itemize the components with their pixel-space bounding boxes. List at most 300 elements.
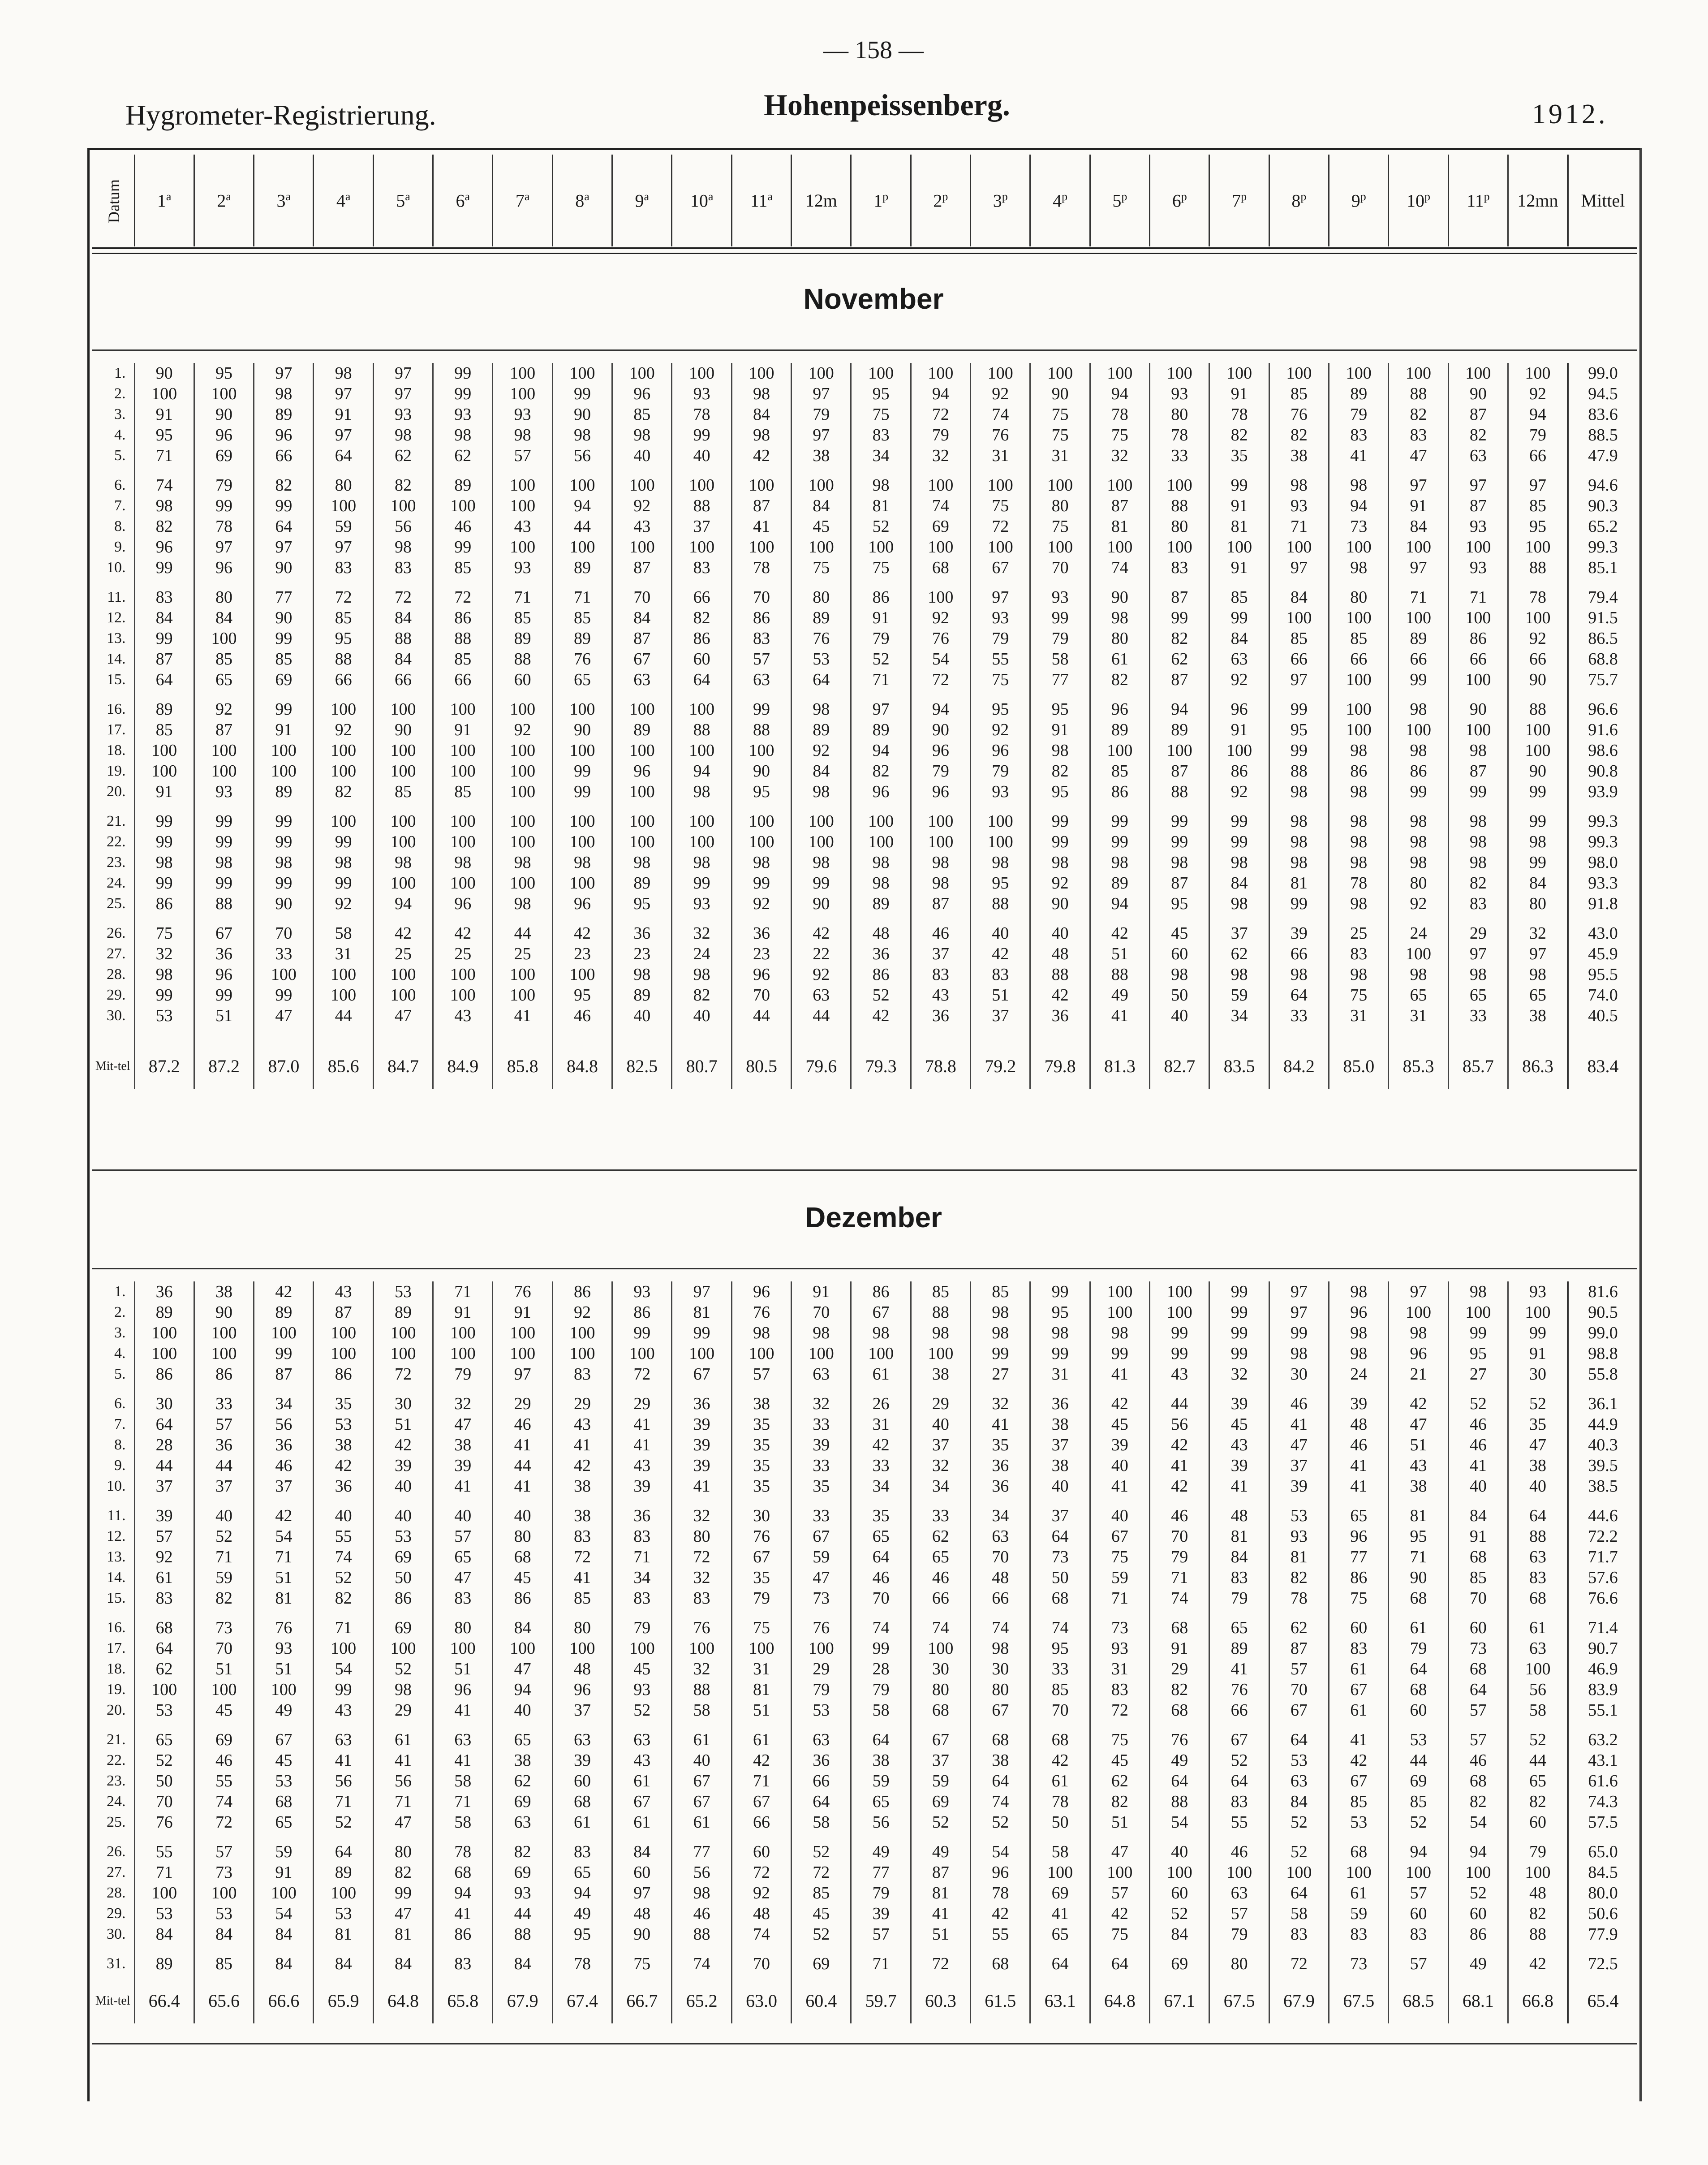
humidity-value: 100 xyxy=(552,699,612,720)
humidity-value: 62 xyxy=(1269,1617,1329,1638)
humidity-value: 65 xyxy=(1508,1771,1568,1791)
humidity-value: 68 xyxy=(1448,1659,1508,1679)
humidity-value: 44 xyxy=(1508,1750,1568,1771)
humidity-value: 51 xyxy=(1090,944,1149,964)
humidity-value: 99 xyxy=(731,873,791,893)
humidity-value: 82 xyxy=(1508,1791,1568,1812)
humidity-value: 98 xyxy=(1030,1323,1090,1343)
humidity-value: 47 xyxy=(1389,1414,1448,1435)
spacer-cell xyxy=(314,1609,373,1617)
humidity-value: 62 xyxy=(373,445,433,466)
humidity-value: 40 xyxy=(612,1005,672,1026)
humidity-value: 100 xyxy=(1508,740,1568,761)
daily-mean: 55.1 xyxy=(1568,1700,1637,1721)
humidity-value: 76 xyxy=(911,628,970,649)
humidity-value: 98 xyxy=(1329,893,1389,914)
humidity-value: 36 xyxy=(612,923,672,944)
spacer-cell xyxy=(1448,466,1508,475)
hour-header xyxy=(612,155,672,246)
humidity-value: 38 xyxy=(1508,1005,1568,1026)
spacer-cell xyxy=(1389,466,1448,475)
humidity-value: 100 xyxy=(1269,537,1329,557)
humidity-value: 30 xyxy=(731,1505,791,1526)
spacer-cell xyxy=(1269,1833,1329,1842)
humidity-value: 61 xyxy=(672,1812,731,1833)
humidity-value: 99 xyxy=(1209,1302,1269,1323)
spacer-cell xyxy=(92,1384,134,1393)
humidity-value: 51 xyxy=(1389,1435,1448,1455)
hour-header xyxy=(1329,155,1389,246)
humidity-value: 73 xyxy=(194,1617,254,1638)
humidity-value: 61 xyxy=(672,1729,731,1750)
humidity-value: 99 xyxy=(1389,669,1448,690)
humidity-value: 47 xyxy=(1389,445,1448,466)
group-spacer xyxy=(92,690,1637,699)
humidity-value: 76 xyxy=(1209,1679,1269,1700)
humidity-value: 89 xyxy=(1329,384,1389,404)
humidity-value: 84 xyxy=(373,608,433,628)
humidity-value: 71 xyxy=(1150,1567,1209,1588)
humidity-value: 86 xyxy=(433,1924,493,1945)
humidity-value: 33 xyxy=(1269,1005,1329,1026)
humidity-value: 99 xyxy=(1090,1343,1149,1364)
humidity-value: 92 xyxy=(792,740,851,761)
humidity-value: 98 xyxy=(1209,852,1269,873)
humidity-value: 98 xyxy=(792,852,851,873)
spacer-cell xyxy=(1150,578,1209,587)
humidity-value: 97 xyxy=(254,537,314,557)
humidity-value: 93 xyxy=(1508,1281,1568,1302)
table-row xyxy=(92,1547,1637,1567)
hourly-mean: 82.7 xyxy=(1150,1044,1209,1089)
humidity-value: 78 xyxy=(971,1883,1030,1903)
humidity-value: 71 xyxy=(134,445,194,466)
humidity-value: 86 xyxy=(672,628,731,649)
humidity-value: 74 xyxy=(134,475,194,496)
table-row xyxy=(92,1526,1637,1547)
humidity-value: 100 xyxy=(1389,944,1448,964)
humidity-value: 64 xyxy=(1269,985,1329,1005)
humidity-value: 61 xyxy=(1030,1771,1090,1791)
humidity-value: 100 xyxy=(194,1679,254,1700)
humidity-value: 87 xyxy=(134,649,194,669)
humidity-value: 82 xyxy=(373,1862,433,1883)
humidity-value: 100 xyxy=(1209,363,1269,384)
spacer-cell xyxy=(672,914,731,923)
hour-number: 1 xyxy=(873,190,883,211)
humidity-value: 38 xyxy=(911,1364,970,1384)
humidity-value: 72 xyxy=(911,669,970,690)
spacer-cell xyxy=(911,1497,970,1505)
humidity-value: 88 xyxy=(672,1679,731,1700)
humidity-value: 41 xyxy=(1090,1364,1149,1384)
humidity-value: 69 xyxy=(911,1791,970,1812)
spacer-cell xyxy=(254,1026,314,1044)
monthly-mean: 83.4 xyxy=(1568,1044,1637,1089)
humidity-value: 60 xyxy=(552,1771,612,1791)
humidity-value: 98 xyxy=(1090,1323,1149,1343)
humidity-value: 33 xyxy=(1150,445,1209,466)
spacer-cell xyxy=(612,1026,672,1044)
humidity-value: 85 xyxy=(1269,628,1329,649)
hourly-mean: 87.0 xyxy=(254,1044,314,1089)
humidity-value: 84 xyxy=(1209,1547,1269,1567)
humidity-value: 52 xyxy=(1209,1750,1269,1771)
humidity-value: 55 xyxy=(971,649,1030,669)
humidity-value: 90 xyxy=(1030,384,1090,404)
humidity-value: 100 xyxy=(254,1323,314,1343)
humidity-value: 100 xyxy=(672,1343,731,1364)
humidity-value: 88 xyxy=(1150,496,1209,516)
spacer-cell xyxy=(851,466,911,475)
humidity-value: 36 xyxy=(731,923,791,944)
spacer-cell xyxy=(373,466,433,475)
day-label: 3. xyxy=(114,1324,126,1341)
daily-mean: 68.8 xyxy=(1568,649,1637,669)
spacer-cell xyxy=(314,466,373,475)
day-label: 21. xyxy=(107,1731,126,1748)
humidity-value: 95 xyxy=(851,384,911,404)
humidity-value: 84 xyxy=(373,649,433,669)
spacer-cell xyxy=(1090,1945,1149,1954)
humidity-value: 66 xyxy=(1448,649,1508,669)
spacer-cell xyxy=(1030,1945,1090,1954)
humidity-value: 93 xyxy=(493,404,552,425)
humidity-value: 100 xyxy=(373,496,433,516)
humidity-value: 75 xyxy=(731,1617,791,1638)
day-label: 9. xyxy=(114,1457,126,1474)
hour-header xyxy=(971,155,1030,246)
humidity-value: 96 xyxy=(851,781,911,802)
spacer-cell xyxy=(1150,1026,1209,1044)
humidity-value: 43 xyxy=(1150,1364,1209,1384)
humidity-value: 100 xyxy=(433,1343,493,1364)
humidity-value: 75 xyxy=(1329,985,1389,1005)
hour-number: 2 xyxy=(217,190,226,211)
spacer-cell xyxy=(254,578,314,587)
humidity-value: 56 xyxy=(552,445,612,466)
humidity-value: 39 xyxy=(672,1414,731,1435)
spacer-cell xyxy=(1448,1026,1508,1044)
humidity-value: 88 xyxy=(1090,964,1149,985)
spacer-cell xyxy=(1448,578,1508,587)
humidity-value: 42 xyxy=(851,1435,911,1455)
humidity-value: 85 xyxy=(612,404,672,425)
humidity-value: 96 xyxy=(911,781,970,802)
hourly-mean: 84.2 xyxy=(1269,1044,1329,1089)
humidity-value: 82 xyxy=(314,781,373,802)
spacer-cell xyxy=(314,1384,373,1393)
humidity-value: 43 xyxy=(314,1281,373,1302)
humidity-value: 83 xyxy=(1329,1638,1389,1659)
humidity-value: 47 xyxy=(1269,1435,1329,1455)
humidity-value: 99 xyxy=(1030,1343,1090,1364)
humidity-value: 51 xyxy=(254,1659,314,1679)
humidity-value: 99 xyxy=(1508,781,1568,802)
humidity-value: 95 xyxy=(1150,893,1209,914)
humidity-value: 52 xyxy=(194,1526,254,1547)
humidity-value: 94 xyxy=(552,496,612,516)
daily-mean: 45.9 xyxy=(1568,944,1637,964)
humidity-value: 100 xyxy=(134,761,194,781)
humidity-value: 84 xyxy=(1209,628,1269,649)
humidity-value: 39 xyxy=(672,1455,731,1476)
column-header xyxy=(92,155,1637,246)
humidity-value: 97 xyxy=(373,363,433,384)
datum-header xyxy=(92,155,134,246)
humidity-value: 100 xyxy=(433,964,493,985)
hourly-mean: 67.5 xyxy=(1329,1979,1389,2023)
humidity-value: 51 xyxy=(373,1414,433,1435)
humidity-value: 100 xyxy=(1269,363,1329,384)
humidity-value: 41 xyxy=(1448,1455,1508,1476)
humidity-value: 29 xyxy=(911,1393,970,1414)
spacer-cell xyxy=(1090,802,1149,811)
humidity-value: 40 xyxy=(911,1414,970,1435)
humidity-value: 94 xyxy=(672,761,731,781)
spacer-cell xyxy=(433,466,493,475)
humidity-value: 67 xyxy=(612,1791,672,1812)
spacer-cell xyxy=(1030,1609,1090,1617)
spacer-cell xyxy=(552,1026,612,1044)
hour-header xyxy=(1508,155,1568,246)
humidity-value: 98 xyxy=(1329,475,1389,496)
humidity-value: 92 xyxy=(314,893,373,914)
humidity-value: 100 xyxy=(373,1638,433,1659)
hourly-mean: 87.2 xyxy=(194,1044,254,1089)
spacer-cell xyxy=(1389,1497,1448,1505)
table-row xyxy=(92,1567,1637,1588)
humidity-value: 86 xyxy=(851,964,911,985)
spacer-cell xyxy=(731,578,791,587)
humidity-value: 37 xyxy=(1030,1435,1090,1455)
spacer-cell xyxy=(612,802,672,811)
humidity-value: 81 xyxy=(1389,1505,1448,1526)
humidity-value: 98 xyxy=(493,893,552,914)
spacer-cell xyxy=(971,914,1030,923)
humidity-value: 70 xyxy=(851,1588,911,1609)
spacer-cell xyxy=(1508,1497,1568,1505)
spacer-cell xyxy=(433,1833,493,1842)
spacer-cell xyxy=(1150,1609,1209,1617)
humidity-value: 98 xyxy=(1269,475,1329,496)
humidity-value: 79 xyxy=(851,1883,911,1903)
humidity-value: 52 xyxy=(911,1812,970,1833)
humidity-value: 90 xyxy=(911,720,970,740)
humidity-value: 88 xyxy=(433,628,493,649)
humidity-value: 98 xyxy=(1269,781,1329,802)
humidity-value: 99 xyxy=(612,1323,672,1343)
humidity-value: 99 xyxy=(1209,1343,1269,1364)
humidity-value: 47 xyxy=(493,1659,552,1679)
humidity-value: 83 xyxy=(1150,557,1209,578)
humidity-value: 73 xyxy=(792,1588,851,1609)
humidity-value: 100 xyxy=(493,811,552,832)
humidity-value: 100 xyxy=(373,699,433,720)
humidity-value: 82 xyxy=(1150,628,1209,649)
daily-mean: 44.9 xyxy=(1568,1414,1637,1435)
day-label: 11. xyxy=(107,589,126,605)
humidity-value: 69 xyxy=(194,445,254,466)
humidity-value: 35 xyxy=(971,1435,1030,1455)
humidity-value: 64 xyxy=(1508,1505,1568,1526)
spacer-cell xyxy=(911,1974,970,1979)
spacer-cell xyxy=(971,802,1030,811)
humidity-value: 87 xyxy=(194,720,254,740)
humidity-value: 72 xyxy=(1090,1700,1149,1721)
humidity-value: 80 xyxy=(1030,496,1090,516)
spacer-cell xyxy=(194,690,254,699)
spacer-cell xyxy=(1568,1609,1637,1617)
table-row xyxy=(92,923,1637,944)
humidity-value: 96 xyxy=(194,964,254,985)
humidity-value: 57 xyxy=(493,445,552,466)
table-row xyxy=(92,384,1637,404)
humidity-value: 38 xyxy=(792,445,851,466)
spacer-cell xyxy=(911,466,970,475)
humidity-value: 39 xyxy=(433,1455,493,1476)
humidity-value: 83 xyxy=(373,557,433,578)
spacer-cell xyxy=(254,1497,314,1505)
humidity-value: 99 xyxy=(134,628,194,649)
humidity-value: 50 xyxy=(134,1771,194,1791)
spacer-cell xyxy=(1209,1609,1269,1617)
humidity-value: 95 xyxy=(1269,720,1329,740)
spacer-cell xyxy=(1269,1497,1329,1505)
humidity-value: 85 xyxy=(493,608,552,628)
humidity-value: 72 xyxy=(731,1862,791,1883)
spacer-cell xyxy=(612,1833,672,1842)
humidity-value: 74 xyxy=(731,1924,791,1945)
spacer-cell xyxy=(1568,1026,1637,1044)
daily-mean: 50.6 xyxy=(1568,1903,1637,1924)
spacer-cell xyxy=(314,1721,373,1729)
humidity-value: 87 xyxy=(1448,761,1508,781)
humidity-value: 41 xyxy=(1269,1414,1329,1435)
humidity-value: 100 xyxy=(373,761,433,781)
spacer-cell xyxy=(373,1833,433,1842)
humidity-value: 96 xyxy=(194,425,254,445)
humidity-value: 100 xyxy=(194,740,254,761)
humidity-value: 70 xyxy=(194,1638,254,1659)
hour-suffix: p xyxy=(1484,190,1490,203)
spacer-cell xyxy=(792,466,851,475)
humidity-value: 99 xyxy=(254,832,314,852)
daily-mean: 98.8 xyxy=(1568,1343,1637,1364)
humidity-value: 95 xyxy=(1030,699,1090,720)
humidity-value: 41 xyxy=(1329,1729,1389,1750)
humidity-value: 74 xyxy=(194,1791,254,1812)
hourly-mean: 83.5 xyxy=(1209,1044,1269,1089)
humidity-value: 59 xyxy=(314,516,373,537)
day-label: 25. xyxy=(107,895,126,912)
spacer-cell xyxy=(314,578,373,587)
humidity-value: 98 xyxy=(373,537,433,557)
humidity-value: 42 xyxy=(314,1455,373,1476)
spacer-cell xyxy=(731,1026,791,1044)
humidity-value: 95 xyxy=(134,425,194,445)
hourly-mean: 85.0 xyxy=(1329,1044,1389,1089)
humidity-value: 79 xyxy=(1508,425,1568,445)
humidity-value: 97 xyxy=(672,1281,731,1302)
humidity-value: 100 xyxy=(911,1638,970,1659)
humidity-value: 98 xyxy=(433,852,493,873)
humidity-value: 44 xyxy=(314,1005,373,1026)
spacer-cell xyxy=(1389,1026,1448,1044)
hour-header xyxy=(1030,155,1090,246)
humidity-value: 90 xyxy=(254,893,314,914)
humidity-value: 90 xyxy=(552,720,612,740)
humidity-value: 41 xyxy=(1329,1455,1389,1476)
humidity-value: 97 xyxy=(314,537,373,557)
humidity-value: 80 xyxy=(194,587,254,608)
humidity-value: 76 xyxy=(672,1617,731,1638)
humidity-value: 100 xyxy=(433,699,493,720)
spacer-cell xyxy=(792,1974,851,1979)
humidity-value: 86 xyxy=(1448,1924,1508,1945)
humidity-value: 66 xyxy=(254,445,314,466)
humidity-value: 89 xyxy=(254,1302,314,1323)
humidity-value: 81 xyxy=(731,1679,791,1700)
humidity-value: 57 xyxy=(433,1526,493,1547)
humidity-value: 84 xyxy=(134,1924,194,1945)
humidity-value: 78 xyxy=(1150,425,1209,445)
humidity-value: 33 xyxy=(194,1393,254,1414)
humidity-value: 64 xyxy=(254,516,314,537)
humidity-value: 67 xyxy=(1329,1679,1389,1700)
humidity-value: 44 xyxy=(493,923,552,944)
humidity-value: 100 xyxy=(612,811,672,832)
spacer-cell xyxy=(971,1609,1030,1617)
humidity-value: 75 xyxy=(971,496,1030,516)
humidity-value: 40 xyxy=(1448,1476,1508,1497)
humidity-value: 92 xyxy=(552,1302,612,1323)
humidity-value: 98 xyxy=(911,873,970,893)
humidity-value: 63 xyxy=(1269,1771,1329,1791)
spacer-cell xyxy=(1030,578,1090,587)
spacer-cell xyxy=(493,1721,552,1729)
humidity-value: 71 xyxy=(1389,1547,1448,1567)
humidity-value: 52 xyxy=(1448,1393,1508,1414)
humidity-value: 76 xyxy=(731,1526,791,1547)
humidity-value: 64 xyxy=(314,1842,373,1862)
humidity-value: 29 xyxy=(373,1700,433,1721)
humidity-value: 35 xyxy=(1209,445,1269,466)
humidity-value: 38 xyxy=(1389,1476,1448,1497)
humidity-value: 83 xyxy=(134,1588,194,1609)
humidity-value: 95 xyxy=(552,985,612,1005)
humidity-value: 45 xyxy=(792,516,851,537)
humidity-value: 84 xyxy=(731,404,791,425)
humidity-value: 92 xyxy=(612,496,672,516)
humidity-value: 31 xyxy=(731,1659,791,1679)
hour-number: 11 xyxy=(750,190,768,211)
humidity-value: 100 xyxy=(552,832,612,852)
humidity-value: 100 xyxy=(911,363,970,384)
spacer-cell xyxy=(134,466,194,475)
humidity-value: 100 xyxy=(1329,720,1389,740)
humidity-value: 42 xyxy=(1090,923,1149,944)
humidity-value: 85 xyxy=(1090,761,1149,781)
humidity-value: 68 xyxy=(552,1791,612,1812)
humidity-value: 31 xyxy=(1329,1005,1389,1026)
day-label: 30. xyxy=(107,1007,126,1024)
humidity-value: 100 xyxy=(1090,740,1149,761)
humidity-value: 100 xyxy=(731,832,791,852)
spacer-cell xyxy=(1329,690,1389,699)
humidity-value: 89 xyxy=(1090,720,1149,740)
month-table xyxy=(92,1281,1637,2023)
